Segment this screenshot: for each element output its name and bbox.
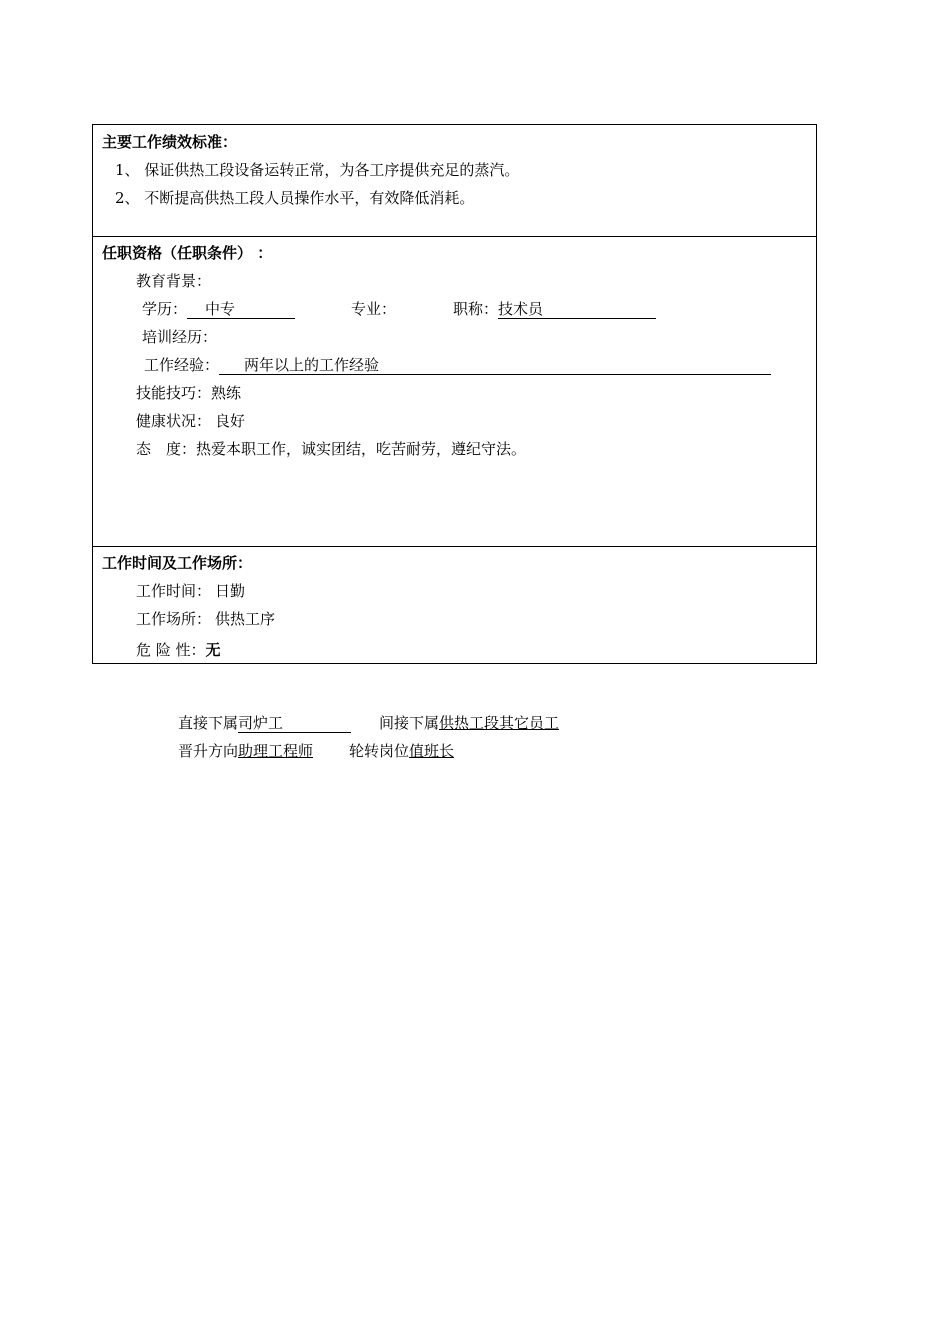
education-label: 教育背景： [136,272,212,290]
performance-item-1: 1、 保证供热工段设备运转正常，为各工序提供充足的蒸汽。 [115,161,520,179]
promotion-row [178,741,313,761]
health-label: 健康状况： [136,412,212,430]
work-place-label: 工作场所： [136,610,212,628]
job-description-form [92,124,817,664]
qualification-section [93,237,816,547]
promotion-label: 晋升方向 [178,742,239,760]
work-place-row [136,609,275,629]
performance-item-2: 2、 不断提高供热工段人员操作水平，有效降低消耗。 [115,189,475,207]
indirect-subordinate-label: 间接下属 [379,714,440,732]
indirect-subordinate-value: 供热工段其它员工 [439,714,560,732]
experience-value: 两年以上的工作经验 [219,356,771,375]
performance-heading: 主要工作绩效标准： [102,133,238,151]
work-heading: 工作时间及工作场所： [102,554,253,572]
training-label: 培训经历： [142,328,218,346]
title-row [453,299,656,319]
education-row [142,299,295,319]
risk-label: 危 险 性： [136,641,206,659]
rotation-row [349,741,454,761]
title-value: 技术员 [498,300,656,319]
qualification-heading: 任职资格（任职条件） ： [102,244,273,262]
risk-row [136,640,221,660]
experience-row [144,355,771,375]
attitude-value: 热爱本职工作，诚实团结，吃苦耐劳，遵纪守法。 [196,440,527,458]
risk-value: 无 [205,641,221,659]
experience-label: 工作经验： [144,356,220,374]
skills-row [136,383,241,403]
work-time-row [136,581,245,601]
skills-label: 技能技巧： [136,384,212,402]
health-value: 良好 [215,412,246,430]
work-section [93,547,816,664]
rotation-label: 轮转岗位 [349,742,410,760]
promotion-value: 助理工程师 [238,742,314,760]
title-label: 职称： [453,300,499,318]
indirect-subordinate-row [379,713,559,733]
attitude-row [136,439,526,459]
work-time-value: 日勤 [215,582,246,600]
major-label: 专业： [351,300,397,318]
work-time-label: 工作时间： [136,582,212,600]
direct-subordinate-value: 司炉工 [238,714,351,733]
work-place-value: 供热工序 [215,610,276,628]
performance-section [93,125,816,237]
direct-subordinate-label: 直接下属 [178,714,239,732]
degree-value: 中专 [187,300,295,319]
attitude-label: 态 度： [136,440,197,458]
health-row [136,411,245,431]
rotation-value: 值班长 [409,742,455,760]
degree-label: 学历： [142,300,188,318]
skills-value: 熟练 [211,384,242,402]
direct-subordinate-row [178,713,351,733]
